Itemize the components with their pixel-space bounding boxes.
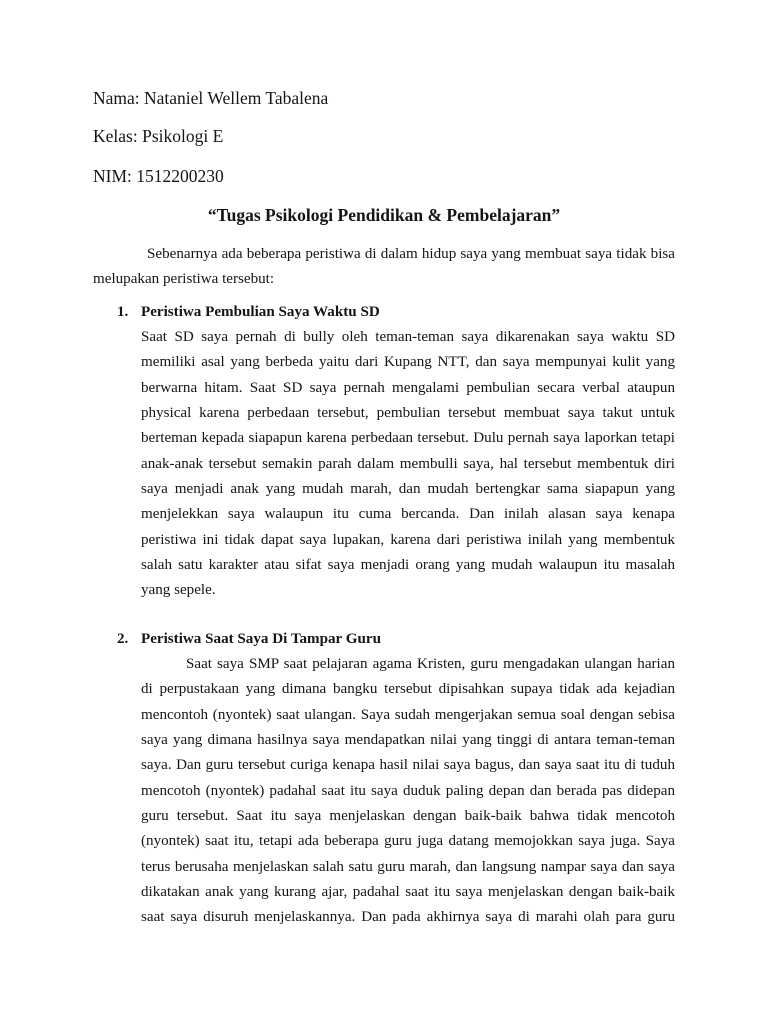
list-item-1: [117, 300, 675, 604]
paragraph-line: (nyontek) saat itu, tetapi ada beberapa guru juga datang memojokkan saya juga. Saya: [141, 833, 675, 850]
paragraph-line: dikatakan anak yang kurang ajar, padahal saat itu saya menjelaskan dengan baik-baik: [141, 883, 675, 900]
item-heading: Peristiwa Pembulian Saya Waktu SD: [141, 303, 380, 320]
paragraph-line: yang sepele.: [141, 582, 216, 599]
paragraph-line: physical karena perbedaan tersebut, pembulian tersebut membuat saya takut untuk: [141, 404, 675, 421]
paragraph-line: mencontoh (nyontek) saat ulangan. Saya sudah mengerjakan semua soal dengan sebisa: [141, 706, 675, 723]
document-title: “Tugas Psikologi Pendidikan & Pembelajaran”: [207, 205, 561, 225]
paragraph-line: memiliki asal yang berbeda yaitu dari Kupang NTT, dan saya mempunyai kulit yang: [141, 354, 675, 371]
paragraph-line: saat saya disuruh menjelaskannya. Dan pada akhirnya saya di marahi olah para guru: [141, 909, 675, 926]
list-number: 1.: [117, 303, 129, 320]
paragraph-line: peristiwa ini tidak dapat saya lupakan, karena dari peristiwa inilah yang membentuk: [141, 531, 675, 548]
student-name: Nama: Nataniel Wellem Tabalena: [93, 88, 329, 108]
paragraph-line: menjelekkan saya walaupun itu cuma bercanda. Dan inilah alasan saya kenapa: [141, 506, 675, 523]
intro-paragraph: [93, 242, 675, 293]
paragraph-line: anak-anak tersebut semakin parah dalam membulli saya, hal tersebut membentuk diri: [141, 455, 675, 472]
paragraph-line: di perpustakaan yang dimana bangku tersebut dipisahkan supaya tidak ada kejadian: [141, 681, 675, 698]
student-class: Kelas: Psikologi E: [93, 126, 224, 146]
paragraph-line: saya menjadi anak yang mudah marah, dan mudah bertengkar sama siapapun yang: [141, 480, 675, 497]
paragraph-line: salah satu karakter atau sifat saya menjadi orang yang mudah walaupun itu masalah: [141, 556, 675, 573]
paragraph-line: Sebenarnya ada beberapa peristiwa di dalam hidup saya yang membuat saya tidak bisa: [147, 245, 675, 262]
student-nim: NIM: 1512200230: [93, 166, 224, 186]
paragraph-line: terus berusaha menjelaskan salah satu guru marah, dan langsung nampar saya dan saya: [141, 858, 675, 875]
paragraph-line: guru tersebut. Saat itu saya menjelaskan dengan baik-baik bahwa tidak mencotoh: [141, 807, 675, 824]
list-item-2: [117, 627, 675, 931]
paragraph-line: Saat saya SMP saat pelajaran agama Kristen, guru mengadakan ulangan harian: [186, 655, 675, 672]
paragraph-line: saya yang dimana hasilnya saya mendapatkan nilai yang tinggi di antara teman-teman: [141, 731, 675, 748]
paragraph-line: saya. Dan guru tersebut curiga kenapa hasil nilai saya bagus, dan saya saat itu di tuduh: [141, 757, 675, 774]
paragraph-line: berwarna hitam. Saat SD saya pernah mengalami pembulian secara verbal ataupun: [141, 379, 675, 396]
paragraph-line: berteman kepada siapapun karena perbedaan tersebut. Dulu pernah saya laporkan tetapi: [141, 430, 675, 447]
list-number: 2.: [117, 630, 129, 647]
paragraph-line: Saat SD saya pernah di bully oleh teman-teman saya dikarenakan saya waktu SD: [141, 328, 675, 345]
paragraph-line: mencotoh (nyontek) padahal saat itu saya duduk paling depan dan berada pas didepan: [141, 782, 675, 799]
paragraph-line: melupakan peristiwa tersebut:: [93, 270, 275, 287]
item-heading: Peristiwa Saat Saya Di Tampar Guru: [141, 630, 381, 647]
